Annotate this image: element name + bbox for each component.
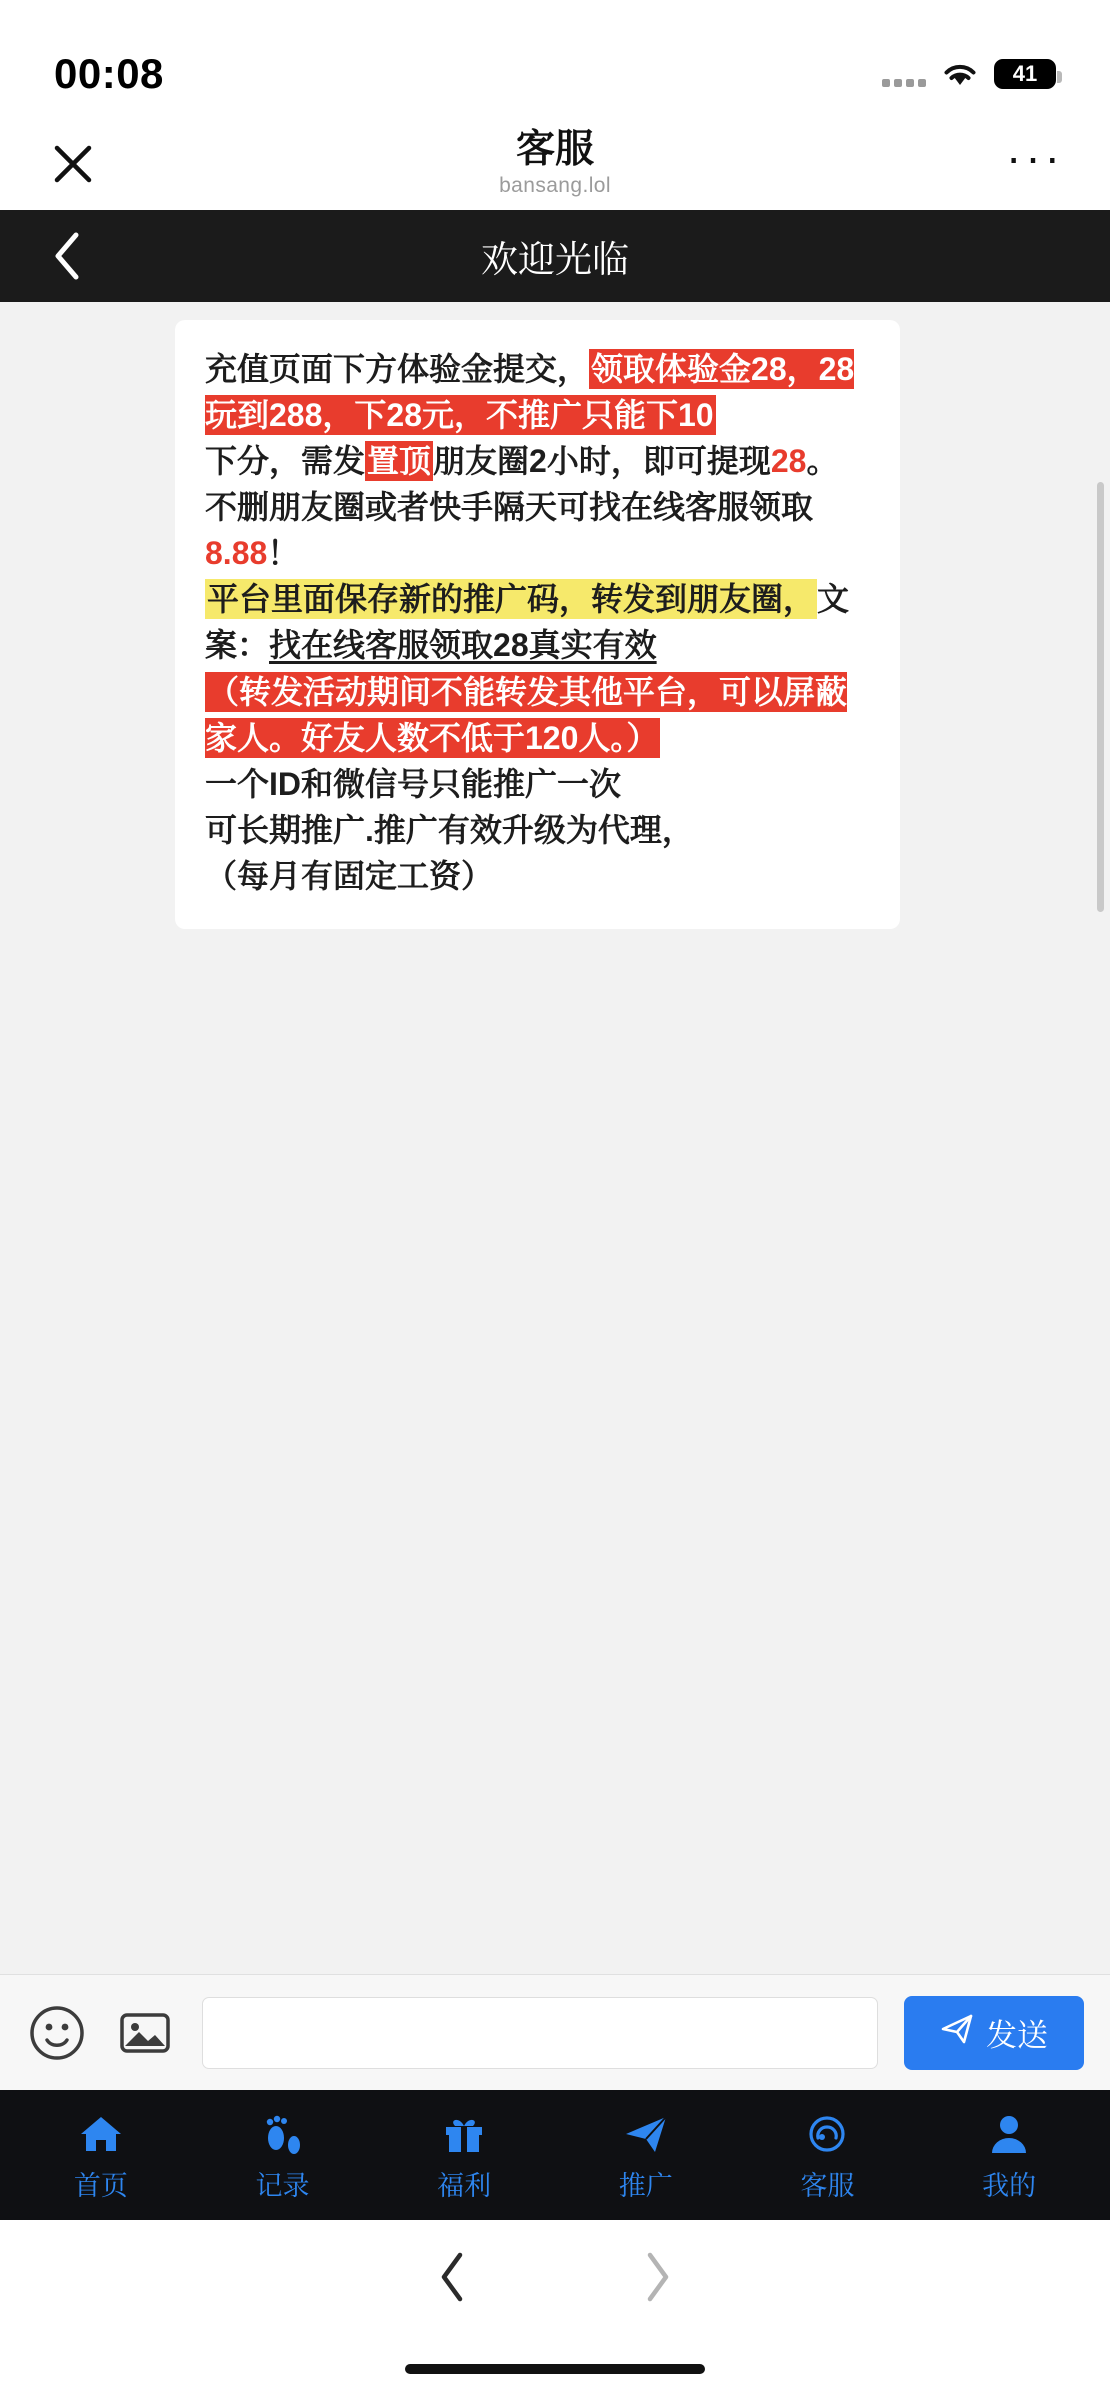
message-line (205, 438, 870, 484)
system-navigation (0, 2220, 1110, 2338)
message-line (205, 576, 870, 668)
message-segment: 充值页面下方体验金提交， (205, 351, 590, 387)
send-button-label: 发送 (986, 2018, 1048, 2053)
message-segment: 文案： (205, 581, 850, 664)
webview-header (0, 118, 1110, 210)
gift-icon (441, 2108, 487, 2156)
home-indicator[interactable] (405, 2364, 705, 2374)
page-title: 客服 (515, 127, 594, 171)
page-domain: bansang.lol (499, 174, 611, 198)
message-segment: ！ (267, 535, 300, 572)
bottom-tab-bar (0, 2090, 1110, 2220)
message-input[interactable] (202, 1997, 878, 2069)
message-line (205, 484, 870, 576)
message-segment: 下分，需发 (205, 443, 366, 480)
status-indicators (882, 59, 1056, 89)
tab-label: 首页 (73, 2170, 128, 2201)
message-segment: 不删朋友圈或者快手隔天可找在线客服领取 (205, 489, 814, 526)
tab-mine[interactable] (934, 2108, 1084, 2203)
tab-label: 福利 (437, 2170, 492, 2201)
page-nav-bar (0, 210, 1110, 302)
more-options-icon[interactable]: ··· (1006, 130, 1064, 183)
message-segment: 一个ID和微信号只能推广一次 (205, 765, 622, 802)
paper-plane-icon (623, 2108, 669, 2156)
message-segment: （每月有固定工资） (205, 857, 494, 894)
webview-title-block (0, 127, 1110, 199)
wifi-icon (940, 59, 980, 89)
message-bubble (175, 320, 900, 929)
tab-label: 客服 (800, 2170, 855, 2201)
chevron-left-icon[interactable] (22, 210, 112, 302)
tab-label: 记录 (255, 2170, 310, 2201)
message-segment: 找在线客服领取28真实有效 (269, 627, 657, 664)
chevron-right-icon[interactable] (640, 2250, 676, 2309)
tab-label: 推广 (618, 2170, 673, 2201)
nav-title: 欢迎光临 (481, 239, 629, 280)
tab-benefits[interactable] (389, 2108, 539, 2203)
tab-records[interactable] (207, 2108, 357, 2203)
home-indicator-area (0, 2338, 1110, 2400)
home-icon (78, 2108, 124, 2156)
message-line (205, 853, 870, 899)
message-line (205, 669, 870, 761)
message-segment: 置顶 (367, 443, 432, 480)
person-icon (986, 2108, 1032, 2156)
chat-body (0, 302, 1110, 1974)
battery-indicator (994, 59, 1056, 89)
message-segment: 28 (770, 443, 807, 480)
footprints-icon (259, 2108, 305, 2156)
message-line (205, 346, 870, 438)
message-line (205, 761, 870, 807)
message-input-bar (0, 1974, 1110, 2090)
close-icon[interactable] (46, 137, 100, 191)
status-bar (0, 0, 1110, 118)
message-line (205, 807, 870, 853)
tab-label: 我的 (982, 2170, 1037, 2201)
message-segment: （转发活动期间不能转发其他平台，可以屏蔽家人。好友人数不低于120人。） (205, 673, 848, 756)
message-segment: 平台里面保存新的推广码，转发到朋友圈， (207, 581, 816, 618)
message-segment: 。 (806, 443, 839, 480)
tab-home[interactable] (26, 2108, 176, 2203)
status-time: 00:08 (54, 50, 164, 97)
send-button[interactable] (904, 1996, 1084, 2070)
image-picker-icon[interactable] (114, 2002, 176, 2064)
message-segment: 领取体验金28，28玩到288，下28元，不推广只能下10 (205, 351, 855, 434)
emoji-smiley-icon[interactable] (26, 2002, 88, 2064)
tab-support[interactable] (752, 2108, 902, 2203)
battery-level: 41 (1012, 61, 1038, 86)
signal-dots-icon (882, 61, 926, 87)
message-segment: 朋友圈2小时，即可提现 (433, 443, 771, 480)
scrollbar[interactable] (1097, 482, 1104, 912)
message-segment: 8.88 (205, 535, 268, 572)
chevron-left-icon[interactable] (434, 2250, 470, 2309)
tab-promote[interactable] (571, 2108, 721, 2203)
headset-support-icon (804, 2108, 850, 2156)
message-segment: 可长期推广.推广有效升级为代理， (205, 811, 694, 848)
send-paper-plane-icon (940, 2012, 974, 2054)
